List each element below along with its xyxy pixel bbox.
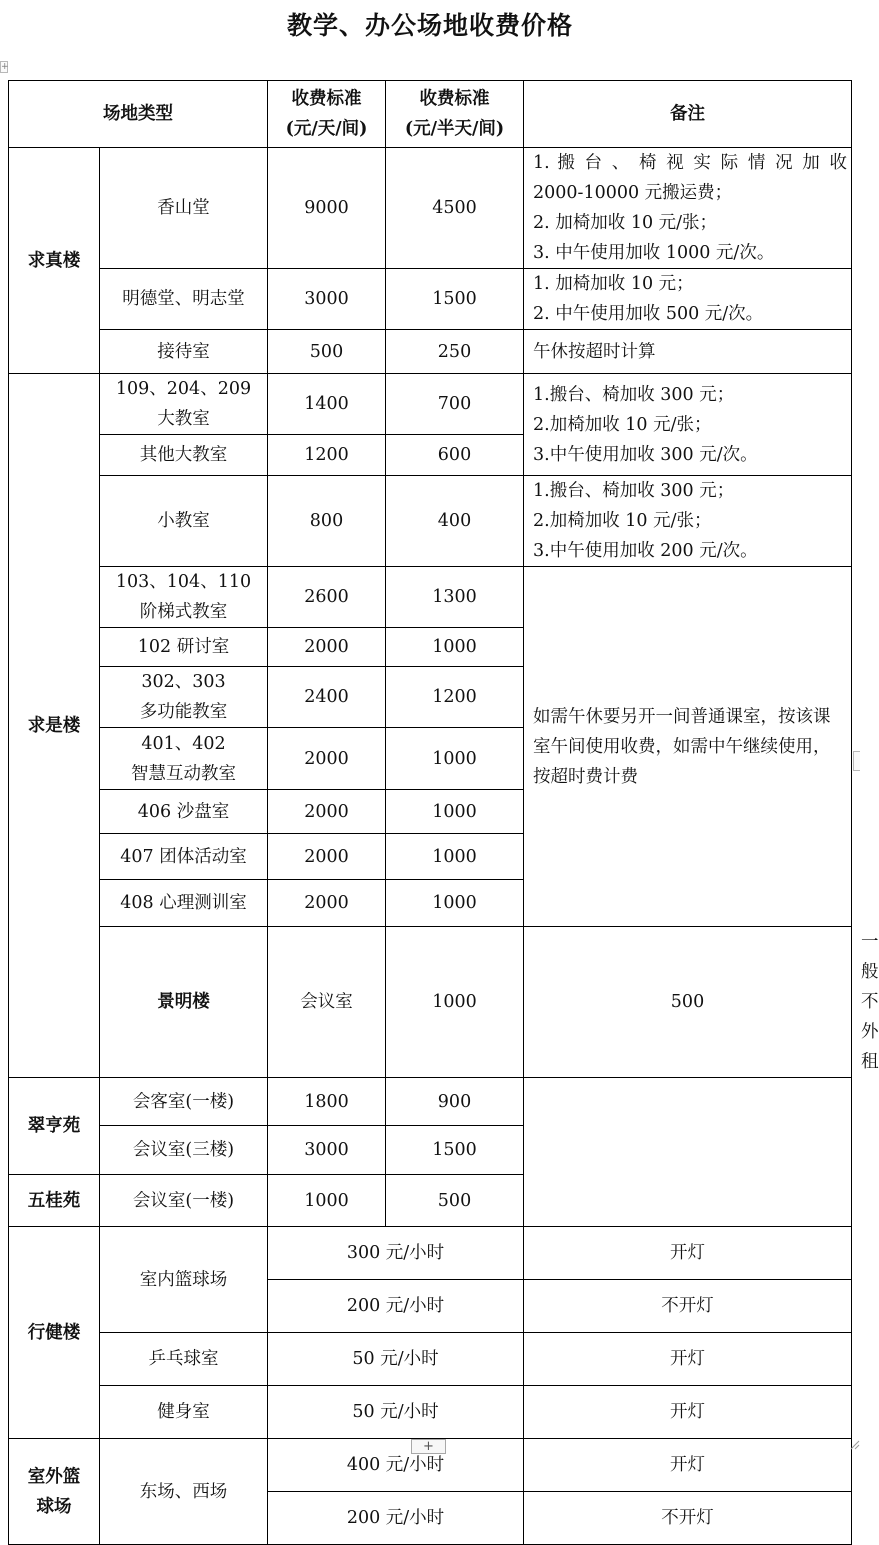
- price-table: [8, 80, 879, 1545]
- note-line: 1. 加椅加收 10 元；: [533, 274, 694, 294]
- group-qiuzhen: 求真楼: [9, 148, 100, 374]
- note-qiushi-other: [524, 567, 852, 927]
- room-name: 健身室: [100, 1386, 268, 1439]
- plus-icon: +: [423, 1439, 434, 1454]
- note-line: 3. 中午使用加收 1000 元/次。: [533, 243, 775, 263]
- group-jingming: 景明楼: [100, 927, 268, 1078]
- price-day: 2400: [268, 667, 386, 728]
- room-name: 小教室: [100, 476, 268, 567]
- note-line: 3.中午使用加收 300 元/次。: [533, 444, 758, 465]
- group-xingjian: 行健楼: [9, 1227, 100, 1439]
- price-day: 2600: [268, 567, 386, 628]
- note-small-classroom: [524, 476, 852, 567]
- note-line: 1.搬台、椅加收 300 元；: [533, 481, 735, 501]
- table-row: [9, 330, 852, 374]
- price-hourly: 300 元/小时: [268, 1227, 524, 1280]
- price-day: 2000: [268, 790, 386, 834]
- note-empty: [524, 1078, 852, 1227]
- room-name: 其他大教室: [100, 435, 268, 476]
- price-day: 1000: [268, 1175, 386, 1227]
- table-row: [9, 148, 852, 269]
- room-name: 会客室(一楼): [100, 1078, 268, 1126]
- room-name: 室内篮球场: [100, 1227, 268, 1333]
- price-half-day: 4500: [386, 148, 524, 269]
- price-half-day: 1300: [386, 567, 524, 628]
- room-name: 东场、西场: [100, 1439, 268, 1545]
- note-line: 2. 加椅加收 10 元/张；: [533, 213, 718, 233]
- price-half-day: 500: [386, 1175, 524, 1227]
- room-name: 408 心理测训室: [100, 880, 268, 927]
- note-big-classroom: [524, 374, 852, 476]
- room-name: 407 团体活动室: [100, 834, 268, 880]
- group-qiushi: 求是楼: [9, 374, 100, 1078]
- price-hourly: 200 元/小时: [268, 1492, 524, 1545]
- add-row-button[interactable]: [411, 1439, 446, 1454]
- price-day: 2000: [268, 628, 386, 667]
- light-note: 开灯: [524, 1386, 852, 1439]
- price-half-day: 1000: [386, 628, 524, 667]
- table-row: 景明楼 会议室 1000 500 一般不外租: [9, 927, 852, 1078]
- price-hourly: 200 元/小时: [268, 1280, 524, 1333]
- note-jiedai: 午休按超时计算: [524, 330, 852, 374]
- price-half-day: 600: [386, 435, 524, 476]
- note-line: 2.加椅加收 10 元/张；: [533, 414, 712, 435]
- room-name: 明德堂、明志堂: [100, 269, 268, 330]
- room-name: 香山堂: [100, 148, 268, 269]
- price-hourly: 400 元/小时: [268, 1439, 524, 1492]
- group-wugui: 五桂苑: [9, 1175, 100, 1227]
- price-half-day: 250: [386, 330, 524, 374]
- table-row: [9, 567, 852, 628]
- note-line: 2. 中午使用加收 500 元/次。: [533, 304, 764, 324]
- room-name: 102 研讨室: [100, 628, 268, 667]
- room-name: 401、402 智慧互动教室: [100, 728, 268, 790]
- table-row: [9, 1078, 852, 1126]
- price-half-day: 1500: [386, 269, 524, 330]
- header-row: [9, 81, 852, 148]
- room-name: 406 沙盘室: [100, 790, 268, 834]
- price-half-day: 900: [386, 1078, 524, 1126]
- header-note: 备注: [524, 81, 852, 148]
- note-line: 2.加椅加收 10 元/张；: [533, 511, 712, 531]
- price-day: 1200: [268, 435, 386, 476]
- room-name: 会议室: [268, 927, 386, 1078]
- room-name: 会议室(一楼): [100, 1175, 268, 1227]
- price-half-day: 1000: [386, 728, 524, 790]
- light-note: 开灯: [524, 1439, 852, 1492]
- price-half-day: 1000: [386, 880, 524, 927]
- light-note: 开灯: [524, 1227, 852, 1280]
- header-per-day: 收费标准 (元/天/间): [268, 81, 386, 148]
- table-row: [9, 374, 852, 435]
- room-name: 接待室: [100, 330, 268, 374]
- price-day: 1800: [268, 1078, 386, 1126]
- note-xiangshan: [524, 148, 852, 269]
- note-line: 1. 搬 台 、 椅 视 实 际 情 况 加 收: [533, 153, 847, 173]
- light-note: 不开灯: [524, 1492, 852, 1545]
- price-day: 3000: [268, 269, 386, 330]
- room-name: 302、303 多功能教室: [100, 667, 268, 728]
- price-day: 1400: [268, 374, 386, 435]
- header-per-half-day: 收费标准 (元/半天/间): [386, 81, 524, 148]
- group-cuiheng: 翠亨苑: [9, 1078, 100, 1175]
- price-day: 2000: [268, 728, 386, 790]
- price-half-day: 500: [524, 927, 852, 1078]
- price-day: 800: [268, 476, 386, 567]
- price-day: 1000: [386, 927, 524, 1078]
- price-half-day: 700: [386, 374, 524, 435]
- room-name: 会议室(三楼): [100, 1126, 268, 1175]
- room-name: 乒乓球室: [100, 1333, 268, 1386]
- price-hourly: 50 元/小时: [268, 1333, 524, 1386]
- note-line: 1.搬台、椅加收 300 元；: [533, 384, 735, 405]
- price-day: 2000: [268, 834, 386, 880]
- resize-grip-icon[interactable]: [850, 1440, 860, 1450]
- price-day: 9000: [268, 148, 386, 269]
- price-day: 3000: [268, 1126, 386, 1175]
- header-type: 场地类型: [9, 81, 268, 148]
- light-note: 不开灯: [524, 1280, 852, 1333]
- price-half-day: 1200: [386, 667, 524, 728]
- table-row: [9, 269, 852, 330]
- table-row: [9, 476, 852, 567]
- price-half-day: 400: [386, 476, 524, 567]
- table-move-handle-icon[interactable]: +: [1, 62, 9, 72]
- note-text: 如需午休要另开一间普通课室，按该课室午间使用收费，如需中午继续使用，按超时费计费: [533, 706, 831, 787]
- note-line: 2000-10000 元搬运费；: [533, 183, 733, 203]
- price-half-day: 1000: [386, 834, 524, 880]
- column-resize-handle[interactable]: [853, 751, 860, 771]
- room-name: 103、104、110 阶梯式教室: [100, 567, 268, 628]
- table-row: [9, 1386, 852, 1439]
- table-row: [9, 1227, 852, 1280]
- price-day: 500: [268, 330, 386, 374]
- price-half-day: 1500: [386, 1126, 524, 1175]
- price-half-day: 1000: [386, 790, 524, 834]
- note-mingde: [524, 269, 852, 330]
- note-line: 3.中午使用加收 200 元/次。: [533, 541, 758, 561]
- page-title: 教学、办公场地收费价格: [286, 11, 573, 40]
- group-outdoor: 室外篮 球场: [9, 1439, 100, 1545]
- price-hourly: 50 元/小时: [268, 1386, 524, 1439]
- room-name: 109、204、209 大教室: [100, 374, 268, 435]
- table-row: [9, 1333, 852, 1386]
- light-note: 开灯: [524, 1333, 852, 1386]
- price-day: 2000: [268, 880, 386, 927]
